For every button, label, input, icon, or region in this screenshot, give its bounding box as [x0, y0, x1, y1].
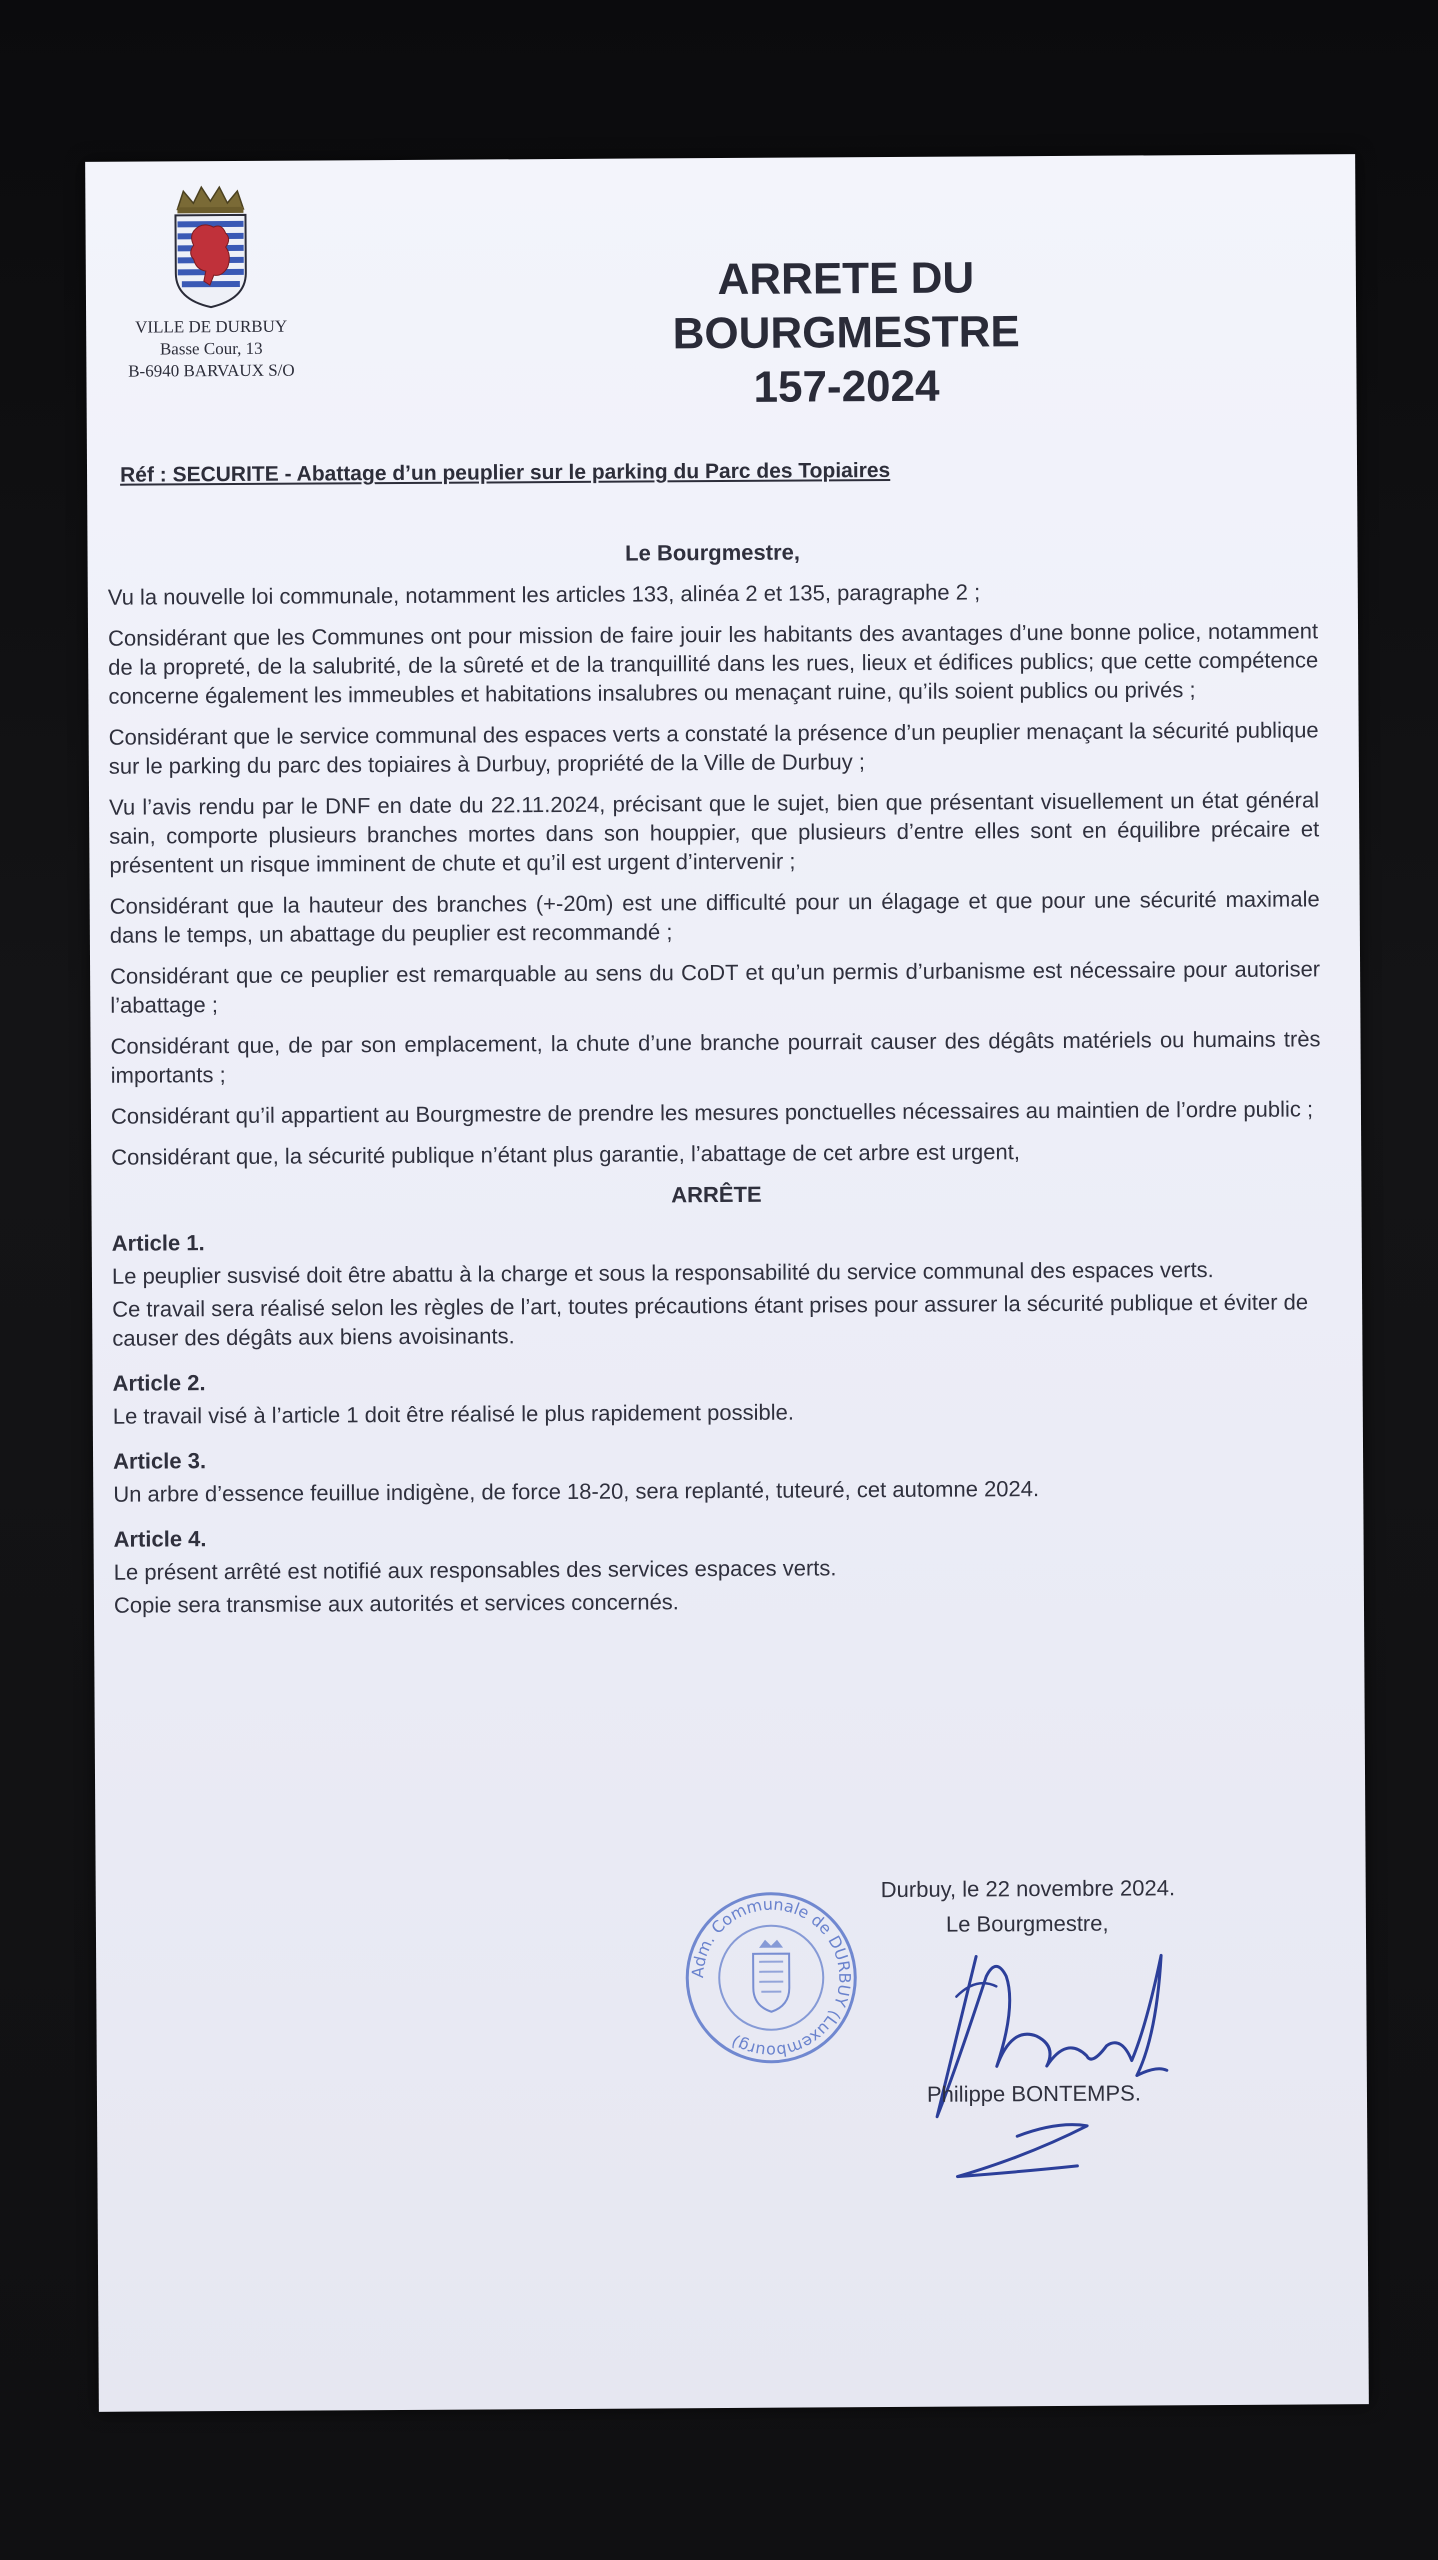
- title-line2: 157-2024: [753, 361, 940, 412]
- municipality-block: [125, 181, 296, 383]
- consideration-5: Considérant que la hauteur des branches (+-20m) est une difficulté pour un élagage et que pour une sécurité maximale dans le temps, un abattage du peuplier est recommandé ;: [109, 886, 1320, 948]
- official-stamp-icon: [681, 1887, 862, 2068]
- article-3-heading: Article 3.: [113, 1448, 207, 1474]
- article-1-line2: Ce travail sera réalisé selon les règles de l’art, toutes précautions étant prises pour assurer la sécurité publique et éviter de causer des dégâts aux biens avoisinants.: [112, 1289, 1309, 1351]
- municipality-address-line2: B-6940 BARVAUX S/O: [128, 360, 295, 381]
- article-1-heading: Article 1.: [111, 1230, 205, 1256]
- consideration-4: Vu l’avis rendu par le DNF en date du 22.11.2024, précisant que le sujet, bien que présentant visuellement un état général sain, comporte plusieurs branches mortes dans son houppier, que plusieurs d’entre elles sont en équilibre précaire et présentent un risque imminent de chute et qu’il est urgent d’intervenir ;: [109, 787, 1320, 878]
- article-4-heading: Article 4.: [113, 1526, 207, 1552]
- document-body: [107, 534, 1324, 1623]
- signature-date: Durbuy, le 22 novembre 2024.: [880, 1875, 1176, 1903]
- document-page: [85, 154, 1369, 2412]
- article-2-line1: Le travail visé à l’article 1 doit être réalisé le plus rapidement possible.: [112, 1399, 794, 1429]
- document-header: [85, 154, 1357, 422]
- article-1-line1: Le peuplier susvisé doit être abattu à la charge et sous la responsabilité du service communal des espaces verts.: [111, 1257, 1214, 1289]
- consideration-9: Considérant que, la sécurité publique n’étant plus garantie, l’abattage de cet arbre est urgent,: [111, 1139, 1020, 1170]
- reference-line: Réf : SECURITE - Abattage d’un peuplier sur le parking du Parc des Topiaires: [119, 458, 891, 487]
- article-4-line2: Copie sera transmise aux autorités et services concernés.: [113, 1589, 679, 1618]
- handwritten-signature-icon: [916, 1915, 1218, 2207]
- title-line1: ARRETE DU BOURGMESTRE: [672, 253, 1020, 359]
- signatory-name: Philippe BONTEMPS.: [926, 2080, 1142, 2107]
- decree-heading: ARRÊTE: [671, 1181, 762, 1208]
- stamp-text: Adm. Communale de DURBUY (Luxembourg): [688, 1894, 855, 2061]
- article-3-line1: Un arbre d’essence feuillue indigène, de force 18-20, sera replanté, tuteuré, cet automne 2024.: [113, 1476, 1040, 1507]
- crest-icon: [165, 181, 256, 312]
- consideration-8: Considérant qu’il appartient au Bourgmestre de prendre les mesures ponctuelles nécessaires au maintien de l’ordre public ;: [110, 1096, 1314, 1129]
- signature-role: Le Bourgmestre,: [945, 1910, 1109, 1937]
- document-title: [566, 251, 1127, 416]
- consideration-3: Considérant que le service communal des espaces verts a constaté la présence d’un peuplier menaçant la sécurité publique sur le parking du parc des topiaires à Durbuy, propriété de la Ville de Durbuy ;: [108, 717, 1319, 779]
- consideration-2: Considérant que les Communes ont pour mission de faire jouir les habitants des avantages d’une bonne police, notamment de la propreté, de la salubrité, de la sûreté et de la tranquillité dans les rues, lieux et édifices publics; que cette compétence concerne également les immeubles et habitations insalubres ou menaçant ruine, qu’ils soient publics ou privés ;: [107, 618, 1319, 709]
- salutation: Le Bourgmestre,: [625, 539, 801, 566]
- municipality-address-line1: Basse Cour, 13: [159, 338, 263, 359]
- consideration-1: Vu la nouvelle loi communale, notamment les articles 133, alinéa 2 et 135, paragraphe 2 ;: [107, 579, 981, 610]
- article-4-line1: Le présent arrêté est notifié aux responsables des services espaces verts.: [113, 1555, 837, 1585]
- consideration-6: Considérant que ce peuplier est remarquable au sens du CoDT et qu’un permis d’urbanisme est nécessaire pour autoriser l’abattage ;: [110, 956, 1321, 1018]
- consideration-7: Considérant que, de par son emplacement, la chute d’une branche pourrait causer des dégâts matériels ou humains très importants ;: [110, 1026, 1321, 1088]
- municipality-name: VILLE DE DURBUY: [135, 316, 288, 337]
- article-2-heading: Article 2.: [112, 1370, 206, 1396]
